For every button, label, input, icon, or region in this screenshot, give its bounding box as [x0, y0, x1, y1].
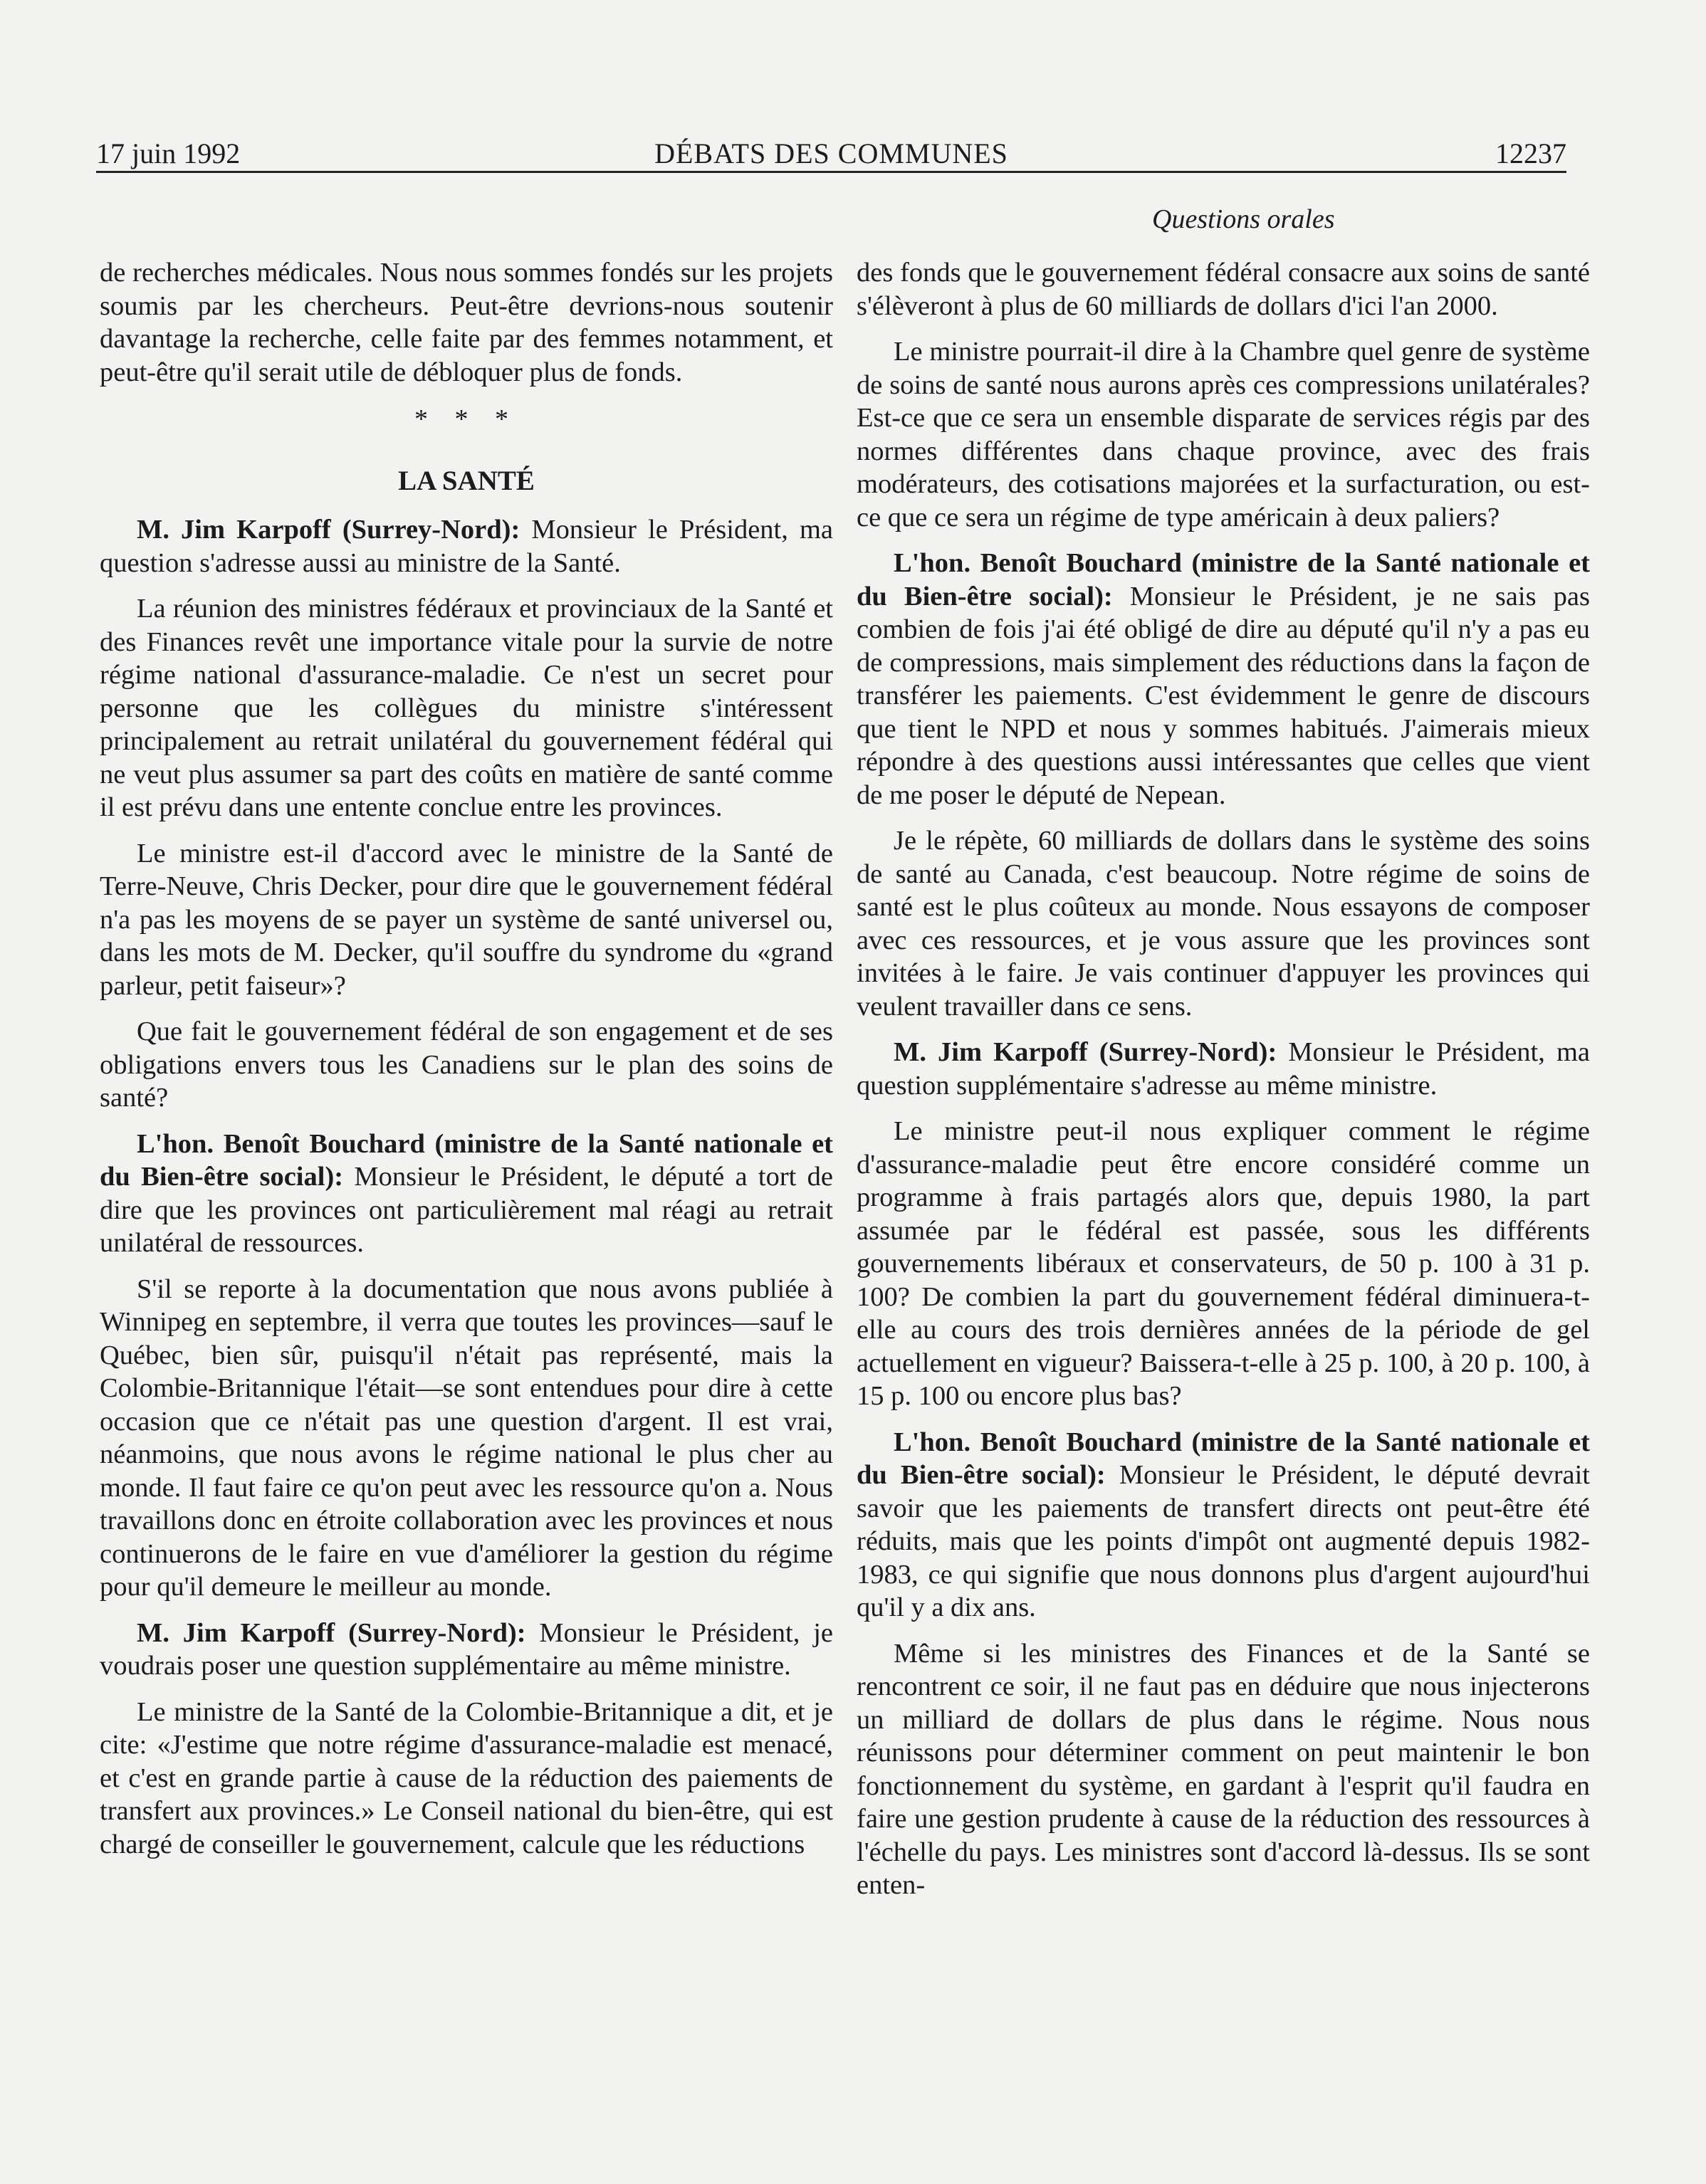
section-separator: * * *	[414, 404, 518, 434]
header-title: DÉBATS DES COMMUNES	[654, 137, 1008, 169]
section-heading: LA SANTÉ	[398, 465, 535, 496]
speaker-name: M. Jim Karpoff (Surrey-Nord):	[137, 1617, 526, 1648]
speech-text: Monsieur le Président, je voudrais poser une question supplémentaire au même ministre.	[100, 1617, 833, 1681]
paragraph: Le ministre pourrait-il dire à la Chambre quel genre de système de soins de santé nous aurons après ces compressions unilatérales? Est-ce que ce sera un ensemble disparate de services régis par des normes différentes dans chaque province, avec des frais modérateurs, des cotisations majorées et la surfacturation, ou est-ce que ce sera un régime de type américain à deux paliers?	[857, 337, 1590, 532]
paragraph: de recherches médicales. Nous nous sommes fondés sur les projets soumis par les chercheurs. Peut-être devrions-nous soutenir davantage la recherche, celle faite par des femmes notamment, et peut-être qu'il serait utile de débloquer plus de fonds.	[100, 258, 833, 387]
speaker-name: M. Jim Karpoff (Surrey-Nord):	[137, 515, 520, 545]
speech-text: Monsieur le Président, ma question s'adresse aussi au ministre de la Santé.	[100, 515, 833, 578]
page-number: 12237	[1495, 137, 1566, 169]
speech-text: Monsieur le Président, ma question supplémentaire s'adresse au même ministre.	[857, 1037, 1590, 1101]
speech-text: Monsieur le Président, je ne sais pas combien de fois j'ai été obligé de dire au député qu'il n'y a pas eu de compressions, mais simplement des réductions dans la façon de transférer les paiements. C'est évidemment le genre de discours que tient le NPD et nous y sommes habitués. J'aimerais mieux répondre à des questions aussi intéressantes que celles que vient de me poser le député de Nepean.	[857, 581, 1590, 810]
paragraph: Je le répète, 60 milliards de dollars dans le système des soins de santé au Canada, c'est beaucoup. Notre régime de soins de santé est le plus coûteux au monde. Nous essayons de composer avec ces ressources, et je vous assure que les provinces sont invitées à le faire. Je vais continuer d'appuyer les provinces qui veulent travailler dans ce sens.	[857, 826, 1590, 1022]
speech-text: Monsieur le Président, le député devrait savoir que les paiements de transfert directs ont peut-être été réduits, mais que les points d'impôt ont augmenté depuis 1982-1983, ce qui signifie que nous donnons plus d'argent aujourd'hui qu'il y a dix ans.	[857, 1460, 1590, 1622]
paragraph	[857, 1426, 1590, 1624]
paragraph: Le ministre de la Santé de la Colombie-Britannique a dit, et je cite: «J'estime que notre régime d'assurance-maladie est menacé, et c'est en grande partie à cause de la réduction des paiements de transfert aux provinces.» Le Conseil national du bien-être, qui est chargé de conseiller le gouvernement, calcule que les réductions	[100, 1696, 833, 1859]
paragraph	[100, 1128, 833, 1260]
paragraph: des fonds que le gouvernement fédéral consacre aux soins de santé s'élèveront à plus de 60 milliards de dollars d'ici l'an 2000.	[857, 258, 1590, 321]
paragraph	[857, 1036, 1590, 1102]
section-label: Questions orales	[1152, 204, 1335, 234]
paragraph	[857, 547, 1590, 812]
speaker-name: L'hon. Benoît Bouchard (ministre de la Santé nationale et du Bien-être social):	[100, 1128, 833, 1192]
paragraph: Que fait le gouvernement fédéral de son engagement et de ses obligations envers tous les Canadiens sur le plan des soins de santé?	[100, 1017, 833, 1113]
paragraph: Même si les ministres des Finances et de la Santé se rencontrent ce soir, il ne faut pas en déduire que nous injecterons un milliard de dollars de plus dans le régime. Nous nous réunissons pour déterminer comment on peut maintenir le bon fonctionnement du système, en gardant à l'esprit qu'il faudra en faire une gestion prudente à cause de la réduction des ressources à l'échelle du pays. Les ministres sont d'accord là-dessus. Ils se sont enten-	[857, 1638, 1590, 1900]
paragraph: Le ministre est-il d'accord avec le ministre de la Santé de Terre-Neuve, Chris Decker, pour dire que le gouvernement fédéral n'a pas les moyens de se payer un système de santé universel ou, dans les mots de M. Decker, qu'il souffre du syndrome du «grand parleur, petit faiseur»?	[100, 838, 833, 1001]
paragraph: La réunion des ministres fédéraux et provinciaux de la Santé et des Finances revêt une importance vitale pour la survie de notre régime national d'assurance-maladie. Ce n'est un secret pour personne que les collègues du ministre s'intéressent principalement au retrait unilatéral du gouvernement fédéral qui ne veut plus assumer sa part des coûts en matière de santé comme il est prévu dans une entente conclue entre les provinces.	[100, 594, 833, 822]
speech-text: Monsieur le Président, le député a tort de dire que les provinces ont particulièrement mal réagi au retrait unilatéral de ressources.	[100, 1162, 833, 1258]
speaker-name: L'hon. Benoît Bouchard (ministre de la Santé nationale et du Bien-être social):	[857, 548, 1590, 611]
speaker-name: M. Jim Karpoff (Surrey-Nord):	[894, 1037, 1277, 1067]
paragraph: Le ministre peut-il nous expliquer comment le régime d'assurance-maladie peut être encore considéré comme un programme à frais partagés alors que, depuis 1980, la part assumée par le fédéral est passée, sous les différents gouvernements libéraux et conservateurs, de 50 p. 100 à 31 p. 100? De combien la part du gouvernement fédéral diminuera-t-elle au cours des trois dernières années de la période de gel actuellement en vigueur? Baissera-t-elle à 25 p. 100, à 20 p. 100, à 15 p. 100 ou encore plus bas?	[857, 1116, 1590, 1411]
speaker-name: L'hon. Benoît Bouchard (ministre de la Santé nationale et du Bien-être social):	[857, 1427, 1590, 1490]
paragraph	[100, 1617, 833, 1683]
header-date: 17 juin 1992	[96, 137, 241, 169]
paragraph	[100, 513, 833, 579]
paragraph: S'il se reporte à la documentation que nous avons publiée à Winnipeg en septembre, il verra que toutes les provinces—sauf le Québec, bien sûr, puisqu'il n'était pas représenté, mais la Colombie-Britannique l'était—se sont entendues pour dire à cette occasion que ce n'était pas une question d'argent. Il est vrai, néanmoins, que nous avons le régime national le plus cher au monde. Il faut faire ce qu'on peut avec les ressource qu'on a. Nous travaillons donc en étroite collaboration avec les provinces et nous continuerons de le faire en vue d'améliorer la gestion du régime pour qu'il demeure le meilleur au monde.	[100, 1274, 833, 1602]
page-header	[96, 127, 1566, 173]
right-column	[857, 256, 1590, 1915]
left-column	[100, 256, 833, 1874]
